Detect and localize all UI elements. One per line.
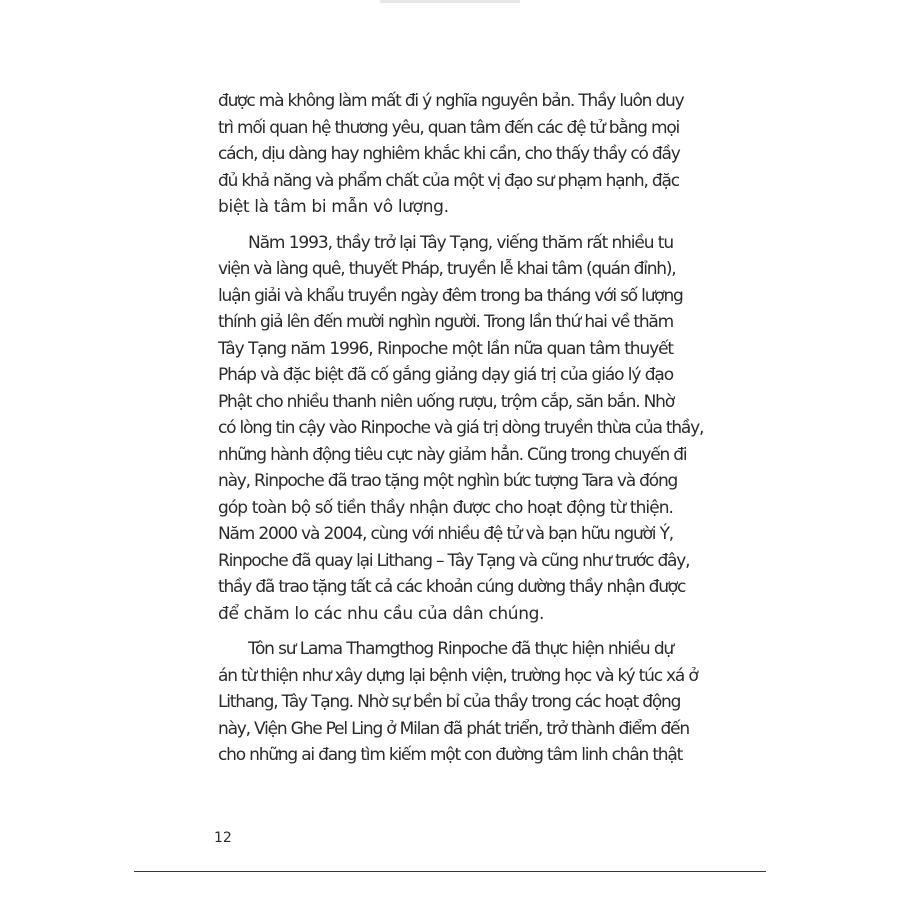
- text-line: này, Viện Ghe Pel Ling ở Milan đã phát triển, trở thành điểm đến: [218, 718, 689, 739]
- text-line: góp toàn bộ số tiền thầy nhận được cho hoạt động từ thiện.: [218, 497, 673, 518]
- paragraph: [218, 230, 704, 628]
- text-line: đủ khả năng và phẩm chất của một vị đạo sư phạm hạnh, đặc: [218, 170, 679, 191]
- text-line: cách, dịu dàng hay nghiêm khắc khi cần, cho thấy thầy có đầy: [218, 144, 680, 164]
- text-line: Năm 1993, thầy trở lại Tây Tạng, viếng thăm rất nhiều tu: [248, 232, 673, 253]
- text-line: luận giải và khẩu truyền ngày đêm trong ba tháng với số lượng: [218, 285, 683, 306]
- text-line: viện và làng quê, thuyết Pháp, truyền lễ khai tâm (quán đỉnh),: [218, 259, 676, 279]
- text-line: thính giả lên đến mười nghìn người. Trong lần thứ hai về thăm: [218, 312, 673, 332]
- text-line: Lithang, Tây Tạng. Nhờ sự bền bỉ của thầy trong các hoạt động: [218, 692, 681, 712]
- page-number: 12: [214, 830, 232, 846]
- text-line: cho những ai đang tìm kiếm một con đường tâm linh chân thật: [218, 745, 683, 765]
- text-line: Tây Tạng năm 1996, Rinpoche một lần nữa quan tâm thuyết: [218, 338, 673, 359]
- page-body: [218, 88, 704, 769]
- text-line: Năm 2000 và 2004, cùng với nhiều đệ tử và bạn hữu người Ý,: [218, 524, 673, 544]
- text-line: Pháp và đặc biệt đã cố gắng giảng dạy giá trị của giáo lý đạo: [218, 365, 673, 385]
- text-line: này, Rinpoche đã trao tặng một nghìn bức tượng Tara và đóng: [218, 471, 678, 491]
- text-line: biệt là tâm bi mẫn vô lượng.: [218, 197, 449, 217]
- bottom-rule: [134, 871, 766, 872]
- text-line: để chăm lo các nhu cầu của dân chúng.: [218, 603, 545, 624]
- text-line: Phật cho nhiều thanh niên uống rượu, trộm cắp, săn bắn. Nhờ: [218, 391, 674, 412]
- text-line: Rinpoche đã quay lại Lithang – Tây Tạng và cũng như trước đây,: [218, 550, 690, 571]
- text-line: Tôn sư Lama Thamgthog Rinpoche đã thực hiện nhiều dự: [248, 639, 673, 659]
- text-line: những hành động tiêu cực này giảm hẳn. Cũng trong chuyến đi: [218, 444, 687, 465]
- page-top-edge: [380, 0, 520, 3]
- paragraph: [218, 636, 698, 769]
- text-line: có lòng tin cậy vào Rinpoche và giá trị dòng truyền thừa của thầy,: [218, 418, 704, 438]
- text-line: được mà không làm mất đi ý nghĩa nguyên bản. Thầy luôn duy: [218, 91, 684, 111]
- paragraph: [218, 88, 684, 221]
- text-line: thầy đã trao tặng tất cả các khoản cúng dường thầy nhận được: [218, 577, 686, 597]
- text-line: trì mối quan hệ thương yêu, quan tâm đến các đệ tử bằng mọi: [218, 117, 680, 138]
- text-line: án từ thiện như xây dựng lại bệnh viện, trường học và ký túc xá ở: [218, 665, 698, 686]
